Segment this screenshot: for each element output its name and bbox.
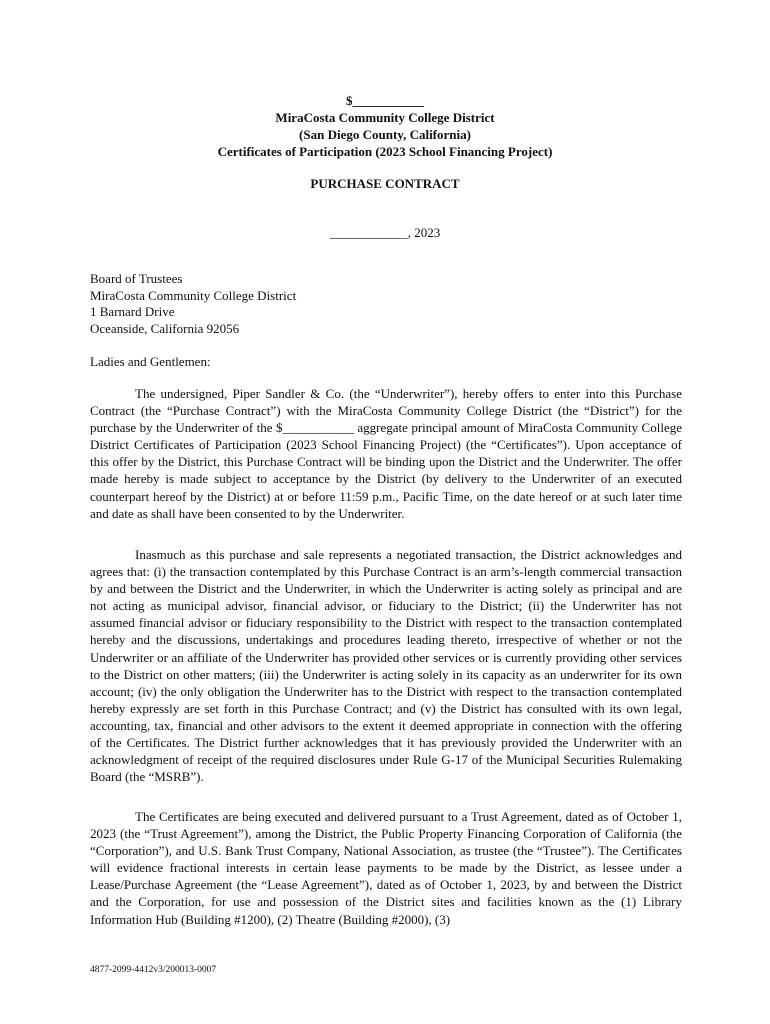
contract-title: PURCHASE CONTRACT [310, 176, 460, 191]
amount-line: $___________ [346, 93, 424, 108]
date-line: ____________, 2023 [329, 225, 441, 240]
salutation: Ladies and Gentlemen: [90, 354, 211, 369]
body-paragraph-1: The undersigned, Piper Sandler & Co. (the “Underwriter”), hereby offers to enter into this Purchase Contract (the “Purchase Contract”) with the MiraCosta Community College District (the “District”) for the purchase by the Underwriter of the $___________ aggregate principal amount of MiraCosta Community College District Certificates of Participation (2023 School Financing Project) (the “Certificates”). Upon acceptance of this offer by the District, this Purchase Contract will be binding upon the District and the Underwriter. The offer made hereby is made subject to acceptance by the District (by delivery to the Underwriter of an executed counterpart hereof by the District) at or before 11:59 p.m., Pacific Time, on the date hereof or at such later time and date as shall have been consented to by the Underwriter. [90, 386, 682, 521]
document-footer-id: 4877-2099-4412v3/200013-0007 [90, 965, 217, 975]
address-line-2: MiraCosta Community College District [90, 287, 297, 303]
document-heading [0, 92, 770, 160]
address-block [90, 271, 296, 337]
address-line-3: 1 Barnard Drive [90, 304, 175, 319]
district-name: MiraCosta Community College District [275, 110, 495, 125]
certificates-title: Certificates of Participation (2023 School Financing Project) [217, 144, 553, 159]
body-paragraph-3: The Certificates are being executed and delivered pursuant to a Trust Agreement, dated as of October 1, 2023 (the “Trust Agreement”), among the District, the Public Property Financing Corporation of California (the “Corporation”), and U.S. Bank Trust Company, National Association, as trustee (the “Trustee”). The Certificates will evidence fractional interests in certain lease payments to be made by the District, as lessee under a Lease/Purchase Agreement (the “Lease Agreement”), dated as of October 1, 2023, by and between the District and the Corporation, for use and possession of the District sites and facilities known as the (1) Library Information Hub (Building #1200), (2) Theatre (Building #2000), (3) [90, 809, 682, 927]
body-paragraph-2: Inasmuch as this purchase and sale represents a negotiated transaction, the District acknowledges and agrees that: (i) the transaction contemplated by this Purchase Contract is an arm’s-length commercial transaction by and between the District and the Underwriter, in which the Underwriter is acting solely as principal and are not acting as municipal advisor, financial advisor, or fiduciary to the District; (ii) the Underwriter has not assumed financial advisor or fiduciary responsibility to the District with respect to the transaction contemplated hereby and the discussions, undertakings and procedures leading thereto, irrespective of whether or not the Underwriter or an affiliate of the Underwriter has provided other services or is currently providing other services to the District on other matters; (iii) the Underwriter is acting solely in its capacity as an underwriter for its own account; (iv) the only obligation the Underwriter has to the District with respect to the transaction contemplated hereby expressly are set forth in this Purchase Contract; and (v) the District has consulted with its own legal, accounting, tax, financial and other advisors to the extent it deemed appropriate in connection with the offering of the Certificates. The District further acknowledges that it has previously provided the Underwriter with an acknowledgment of receipt of the required disclosures under Rule G-17 of the Municipal Securities Rulemaking Board (the “MSRB”). [90, 547, 682, 785]
address-line-4: Oceanside, California 92056 [90, 320, 240, 336]
county-name: (San Diego County, California) [299, 127, 471, 142]
address-line-1: Board of Trustees [90, 271, 183, 286]
